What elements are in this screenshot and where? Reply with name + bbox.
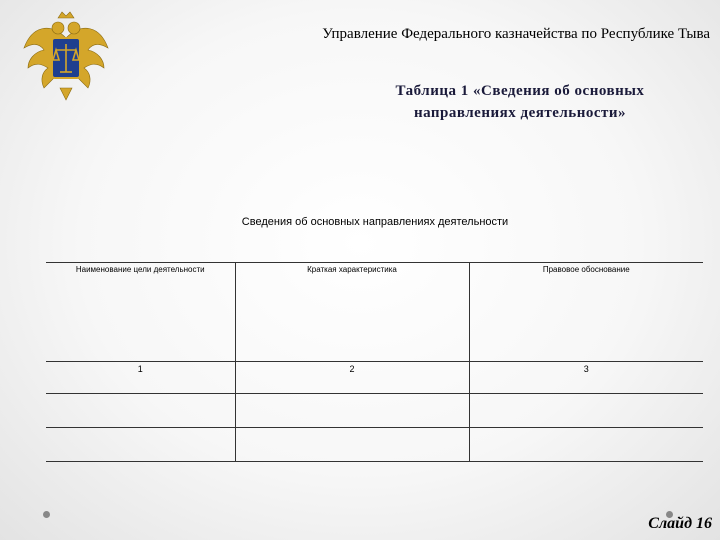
table-cell	[235, 428, 469, 462]
table-cell	[235, 394, 469, 428]
organization-title: Управление Федерального казначейства по Республике Тыва	[322, 26, 710, 42]
table-cell	[46, 394, 235, 428]
table-cell	[469, 428, 703, 462]
table-caption: Сведения об основных направлениях деятельности	[241, 216, 509, 228]
table-header-row	[46, 263, 703, 362]
table-row	[46, 428, 703, 462]
decor-dot-icon	[43, 511, 50, 518]
slide-number: Слайд 16	[648, 515, 712, 532]
table-number-row	[46, 362, 703, 394]
table-title-line-2: направлениях деятельности»	[413, 105, 627, 121]
column-header: Наименование цели деятельности	[46, 263, 235, 362]
activity-table	[46, 262, 703, 462]
column-number: 1	[46, 362, 235, 394]
table-title	[340, 80, 700, 124]
column-header: Правовое обоснование	[469, 263, 703, 362]
column-header: Краткая характеристика	[235, 263, 469, 362]
table-cell	[46, 428, 235, 462]
treasury-emblem-icon	[20, 8, 112, 104]
column-number: 3	[469, 362, 703, 394]
table-row	[46, 394, 703, 428]
column-number: 2	[235, 362, 469, 394]
table-cell	[469, 394, 703, 428]
table-title-line-1: Таблица 1 «Сведения об основных	[395, 83, 645, 99]
